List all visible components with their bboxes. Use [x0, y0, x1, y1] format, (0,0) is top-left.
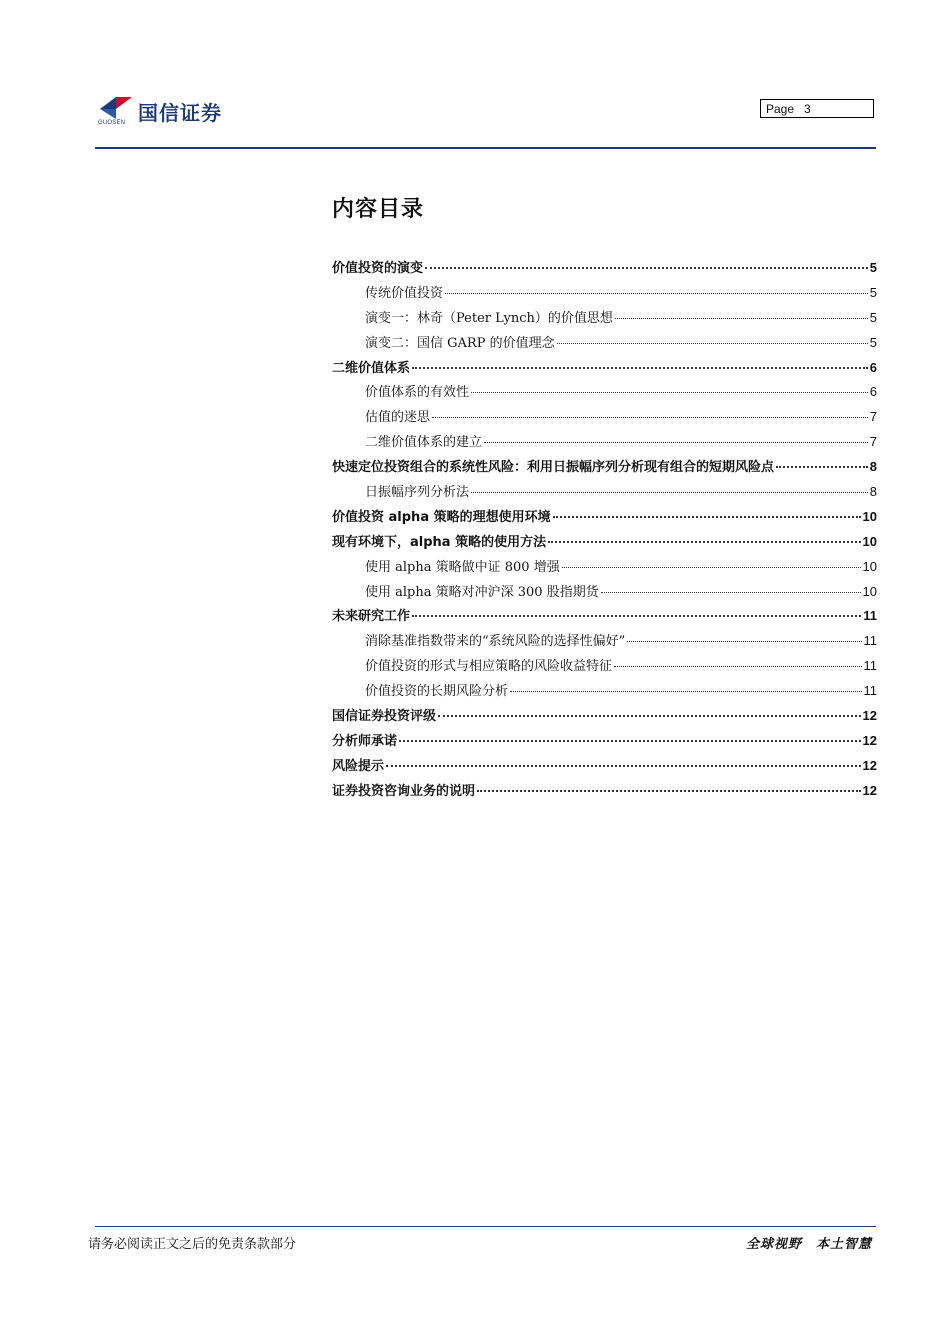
toc-entry-page: 5: [869, 309, 877, 325]
toc-entry-page: 7: [869, 434, 877, 450]
toc-entry-title: 演变二：国信 GARP 的价值理念: [365, 335, 555, 351]
toc-entry-page: 11: [863, 683, 877, 699]
toc-dot-leader: [471, 491, 868, 493]
toc-entry-page: 10: [862, 508, 877, 524]
toc-dot-leader: [477, 789, 861, 792]
table-of-contents: [332, 256, 877, 804]
page-number: 3: [804, 102, 811, 116]
toc-entry-subsection[interactable]: [332, 629, 877, 654]
toc-dot-leader: [484, 441, 868, 443]
toc-entry-section[interactable]: [332, 356, 877, 381]
toc-entry-page: 8: [869, 484, 877, 500]
toc-entry-subsection[interactable]: [332, 430, 877, 455]
toc-entry-page: 8: [869, 459, 877, 475]
toc-entry-title: 二维价值体系: [332, 360, 411, 376]
toc-entry-title: 现有环境下，alpha 策略的使用方法: [332, 534, 547, 550]
toc-dot-leader: [412, 366, 868, 369]
toc-dot-leader: [425, 266, 868, 269]
toc-dot-leader: [399, 739, 861, 742]
toc-entry-subsection[interactable]: [332, 380, 877, 405]
toc-dot-leader: [438, 714, 861, 717]
toc-title: 内容目录: [332, 196, 425, 222]
toc-entry-section[interactable]: [332, 754, 877, 779]
toc-entry-title: 使用 alpha 策略对冲沪深 300 股指期货: [365, 584, 599, 600]
toc-entry-page: 5: [869, 334, 877, 350]
toc-entry-title: 估值的迷思: [365, 410, 431, 426]
toc-entry-title: 未来研究工作: [332, 609, 411, 625]
guosen-logo-icon: [98, 95, 134, 121]
toc-entry-page: 12: [862, 782, 877, 798]
toc-entry-page: 12: [862, 732, 877, 748]
toc-entry-title: 传统价值投资: [365, 285, 444, 301]
toc-entry-subsection[interactable]: [332, 331, 877, 356]
slogan-local-wisdom: 本土智慧: [815, 1237, 872, 1252]
toc-entry-page: 11: [863, 608, 877, 624]
toc-entry-page: 7: [869, 409, 877, 425]
brand-english-name: GUOSEN: [98, 120, 126, 126]
toc-entry-section[interactable]: [332, 704, 877, 729]
toc-entry-title: 国信证券投资评级: [332, 709, 437, 725]
toc-dot-leader: [471, 391, 868, 393]
toc-entry-page: 10: [862, 583, 877, 599]
toc-entry-section[interactable]: [332, 604, 877, 629]
toc-entry-title: 风险提示: [332, 758, 385, 774]
toc-entry-title: 快速定位投资组合的系统性风险：利用日振幅序列分析现有组合的短期风险点: [332, 460, 775, 476]
toc-entry-page: 10: [862, 533, 877, 549]
toc-entry-title: 价值投资的长期风险分析: [365, 684, 509, 700]
toc-dot-leader: [627, 640, 861, 642]
toc-entry-page: 6: [869, 359, 877, 375]
toc-entry-section[interactable]: [332, 455, 877, 480]
toc-entry-subsection[interactable]: [332, 281, 877, 306]
toc-entry-title: 价值投资 alpha 策略的理想使用环境: [332, 509, 551, 525]
toc-entry-page: 5: [869, 260, 877, 275]
toc-entry-subsection[interactable]: [332, 480, 877, 505]
toc-entry-section[interactable]: [332, 530, 877, 555]
page-number-box: [760, 99, 874, 118]
toc-entry-subsection[interactable]: [332, 405, 877, 430]
toc-dot-leader: [412, 614, 861, 617]
toc-entry-subsection[interactable]: [332, 580, 877, 605]
toc-entry-title: 分析师承诺: [332, 733, 398, 749]
toc-dot-leader: [510, 690, 861, 692]
toc-entry-page: 11: [863, 658, 877, 674]
toc-entry-title: 消除基准指数带来的“系统风险的选择性偏好”: [365, 634, 626, 650]
toc-dot-leader: [614, 665, 861, 667]
toc-entry-page: 10: [862, 558, 877, 574]
toc-entry-title: 证券投资咨询业务的说明: [332, 783, 476, 799]
page-label: Page: [766, 102, 795, 116]
toc-entry-page: 6: [869, 384, 877, 400]
toc-entry-page: 11: [863, 633, 877, 649]
toc-entry-section[interactable]: [332, 729, 877, 754]
brand-name: 国信证券: [138, 101, 222, 125]
footer-slogan: [746, 1233, 872, 1252]
toc-entry-page: 5: [869, 284, 877, 300]
toc-entry-section[interactable]: [332, 256, 877, 281]
footer-divider: [95, 1226, 876, 1227]
slogan-global-vision: 全球视野: [745, 1237, 802, 1252]
toc-entry-title: 价值投资的形式与相应策略的风险收益特征: [365, 659, 613, 675]
header-divider: [95, 147, 876, 149]
toc-dot-leader: [601, 591, 861, 593]
toc-dot-leader: [557, 342, 868, 344]
toc-entry-subsection[interactable]: [332, 306, 877, 331]
toc-entry-page: 12: [862, 757, 877, 773]
toc-dot-leader: [386, 764, 861, 767]
toc-dot-leader: [553, 515, 861, 518]
toc-entry-title: 使用 alpha 策略做中证 800 增强: [365, 559, 560, 575]
toc-entry-title: 二维价值体系的建立: [365, 435, 483, 451]
toc-entry-page: 12: [862, 708, 877, 724]
toc-entry-subsection[interactable]: [332, 679, 877, 704]
toc-dot-leader: [562, 566, 861, 568]
toc-entry-title: 演变一：林奇（Peter Lynch）的价值思想: [365, 310, 613, 326]
toc-dot-leader: [445, 292, 868, 294]
toc-entry-title: 价值体系的有效性: [365, 385, 470, 401]
toc-dot-leader: [548, 540, 860, 543]
toc-entry-subsection[interactable]: [332, 654, 877, 679]
toc-dot-leader: [432, 416, 868, 418]
toc-entry-subsection[interactable]: [332, 555, 877, 580]
footer-disclaimer: 请务必阅读正文之后的免责条款部分: [88, 1237, 297, 1252]
toc-entry-title: 日振幅序列分析法: [365, 485, 470, 501]
toc-dot-leader: [615, 317, 868, 319]
toc-dot-leader: [776, 465, 868, 468]
toc-entry-title: 价值投资的演变: [332, 261, 424, 276]
toc-entry-section[interactable]: [332, 505, 877, 530]
toc-entry-section[interactable]: [332, 779, 877, 804]
guosen-logo: [98, 95, 238, 130]
